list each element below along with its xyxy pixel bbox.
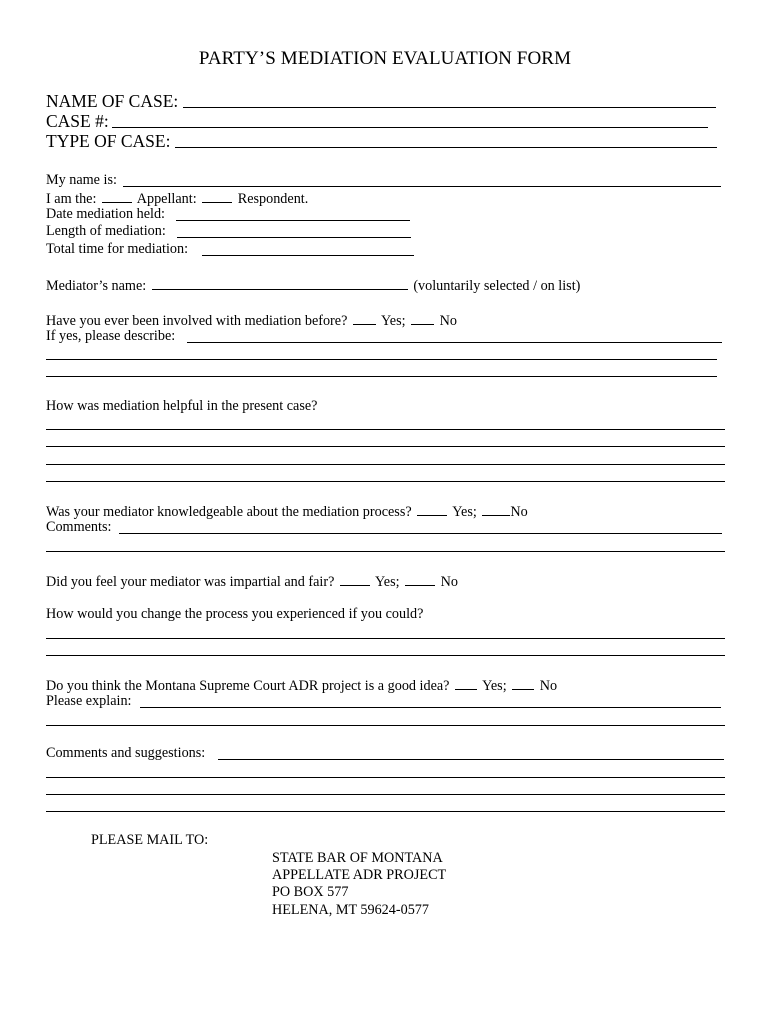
q2-text: How was mediation helpful in the present case?: [46, 398, 318, 414]
answer-line[interactable]: [46, 811, 725, 812]
date-held-label: Date mediation held:: [46, 206, 165, 222]
q2-row: [46, 398, 317, 415]
address-line-3: PO BOX 577: [272, 884, 349, 900]
q1-no-blank[interactable]: [411, 311, 434, 325]
answer-line[interactable]: [46, 725, 725, 726]
case-number-field[interactable]: [112, 111, 708, 128]
q3-yes-label: Yes;: [452, 504, 477, 520]
q7-field[interactable]: [218, 745, 724, 760]
appellant-label: Appellant:: [136, 191, 197, 207]
name-of-case-field[interactable]: [183, 91, 716, 108]
q4-yes-blank[interactable]: [340, 572, 370, 586]
mediator-name-field[interactable]: [152, 276, 408, 290]
respondent-blank[interactable]: [202, 189, 232, 203]
q4-text: Did you feel your mediator was impartial and fair?: [46, 574, 335, 590]
answer-line[interactable]: [46, 429, 725, 430]
answer-line[interactable]: [46, 638, 725, 639]
answer-line[interactable]: [46, 464, 725, 465]
answer-line[interactable]: [46, 359, 717, 360]
type-of-case-label: TYPE OF CASE:: [46, 131, 171, 151]
my-name-row: [46, 172, 117, 189]
my-name-field[interactable]: [123, 172, 721, 187]
type-of-case-field[interactable]: [175, 131, 717, 148]
q6-yes-label: Yes;: [482, 678, 507, 694]
appellant-blank[interactable]: [102, 189, 132, 203]
length-field[interactable]: [177, 223, 411, 238]
q1-yes-blank[interactable]: [353, 311, 376, 325]
q1-describe-field[interactable]: [187, 328, 722, 343]
i-am-the-label: I am the:: [46, 191, 97, 207]
my-name-label: My name is:: [46, 172, 117, 188]
answer-line[interactable]: [46, 794, 725, 795]
q3-comments-field[interactable]: [119, 519, 722, 534]
q3-yes-blank[interactable]: [417, 502, 447, 516]
mediator-name-label: Mediator’s name:: [46, 278, 147, 294]
address-line-4: HELENA, MT 59624-0577: [272, 902, 429, 918]
q1-describe-row: [46, 328, 175, 345]
answer-line[interactable]: [46, 777, 725, 778]
name-of-case-row: [46, 91, 178, 112]
q5-text: How would you change the process you experienced if you could?: [46, 606, 424, 622]
q6-no-blank[interactable]: [512, 676, 534, 690]
date-held-row: [46, 206, 165, 223]
total-time-label: Total time for mediation:: [46, 241, 189, 257]
q1-describe-label: If yes, please describe:: [46, 328, 176, 344]
q7-row: [46, 745, 205, 762]
q1-yes-label: Yes;: [380, 313, 406, 329]
q3-text: Was your mediator knowledgeable about the mediation process?: [46, 504, 412, 520]
answer-line[interactable]: [46, 446, 725, 447]
q4-row: [46, 572, 458, 591]
answer-line[interactable]: [46, 376, 717, 377]
address-line-1: STATE BAR OF MONTANA: [272, 850, 443, 866]
name-of-case-label: NAME OF CASE:: [46, 91, 179, 111]
address-line-2: APPELLATE ADR PROJECT: [272, 867, 447, 883]
respondent-label: Respondent.: [237, 191, 309, 207]
q6-no-label: No: [539, 678, 558, 694]
q6-text: Do you think the Montana Supreme Court ADR project is a good idea?: [46, 678, 450, 694]
answer-line[interactable]: [46, 655, 725, 656]
q4-no-label: No: [440, 574, 458, 590]
q3-no-blank[interactable]: [482, 502, 510, 516]
total-time-row: [46, 241, 188, 258]
q4-yes-label: Yes;: [374, 574, 400, 590]
answer-line[interactable]: [46, 481, 725, 482]
mediator-selection-note: (voluntarily selected / on list): [413, 278, 581, 294]
case-number-row: [46, 111, 109, 132]
q7-label: Comments and suggestions:: [46, 745, 206, 761]
case-number-label: CASE #:: [46, 111, 109, 131]
mediator-row: [46, 276, 580, 295]
q1-no-label: No: [439, 313, 457, 329]
q6-explain-label: Please explain:: [46, 693, 132, 709]
answer-line[interactable]: [46, 551, 725, 552]
form-title: PARTY’S MEDIATION EVALUATION FORM: [198, 48, 572, 69]
q3-comments-row: [46, 519, 111, 536]
q6-explain-row: [46, 693, 132, 710]
length-label: Length of mediation:: [46, 223, 166, 239]
date-held-field[interactable]: [176, 206, 410, 221]
q6-yes-blank[interactable]: [455, 676, 477, 690]
q5-row: [46, 606, 423, 623]
q4-no-blank[interactable]: [405, 572, 435, 586]
total-time-field[interactable]: [202, 241, 414, 256]
q6-explain-field[interactable]: [140, 693, 721, 708]
q3-comments-label: Comments:: [46, 519, 112, 535]
q3-no-label: No: [510, 504, 528, 520]
type-of-case-row: [46, 131, 170, 152]
q1-text: Have you ever been involved with mediation before?: [46, 313, 348, 329]
length-row: [46, 223, 166, 240]
mail-to-label: PLEASE MAIL TO:: [91, 832, 209, 848]
